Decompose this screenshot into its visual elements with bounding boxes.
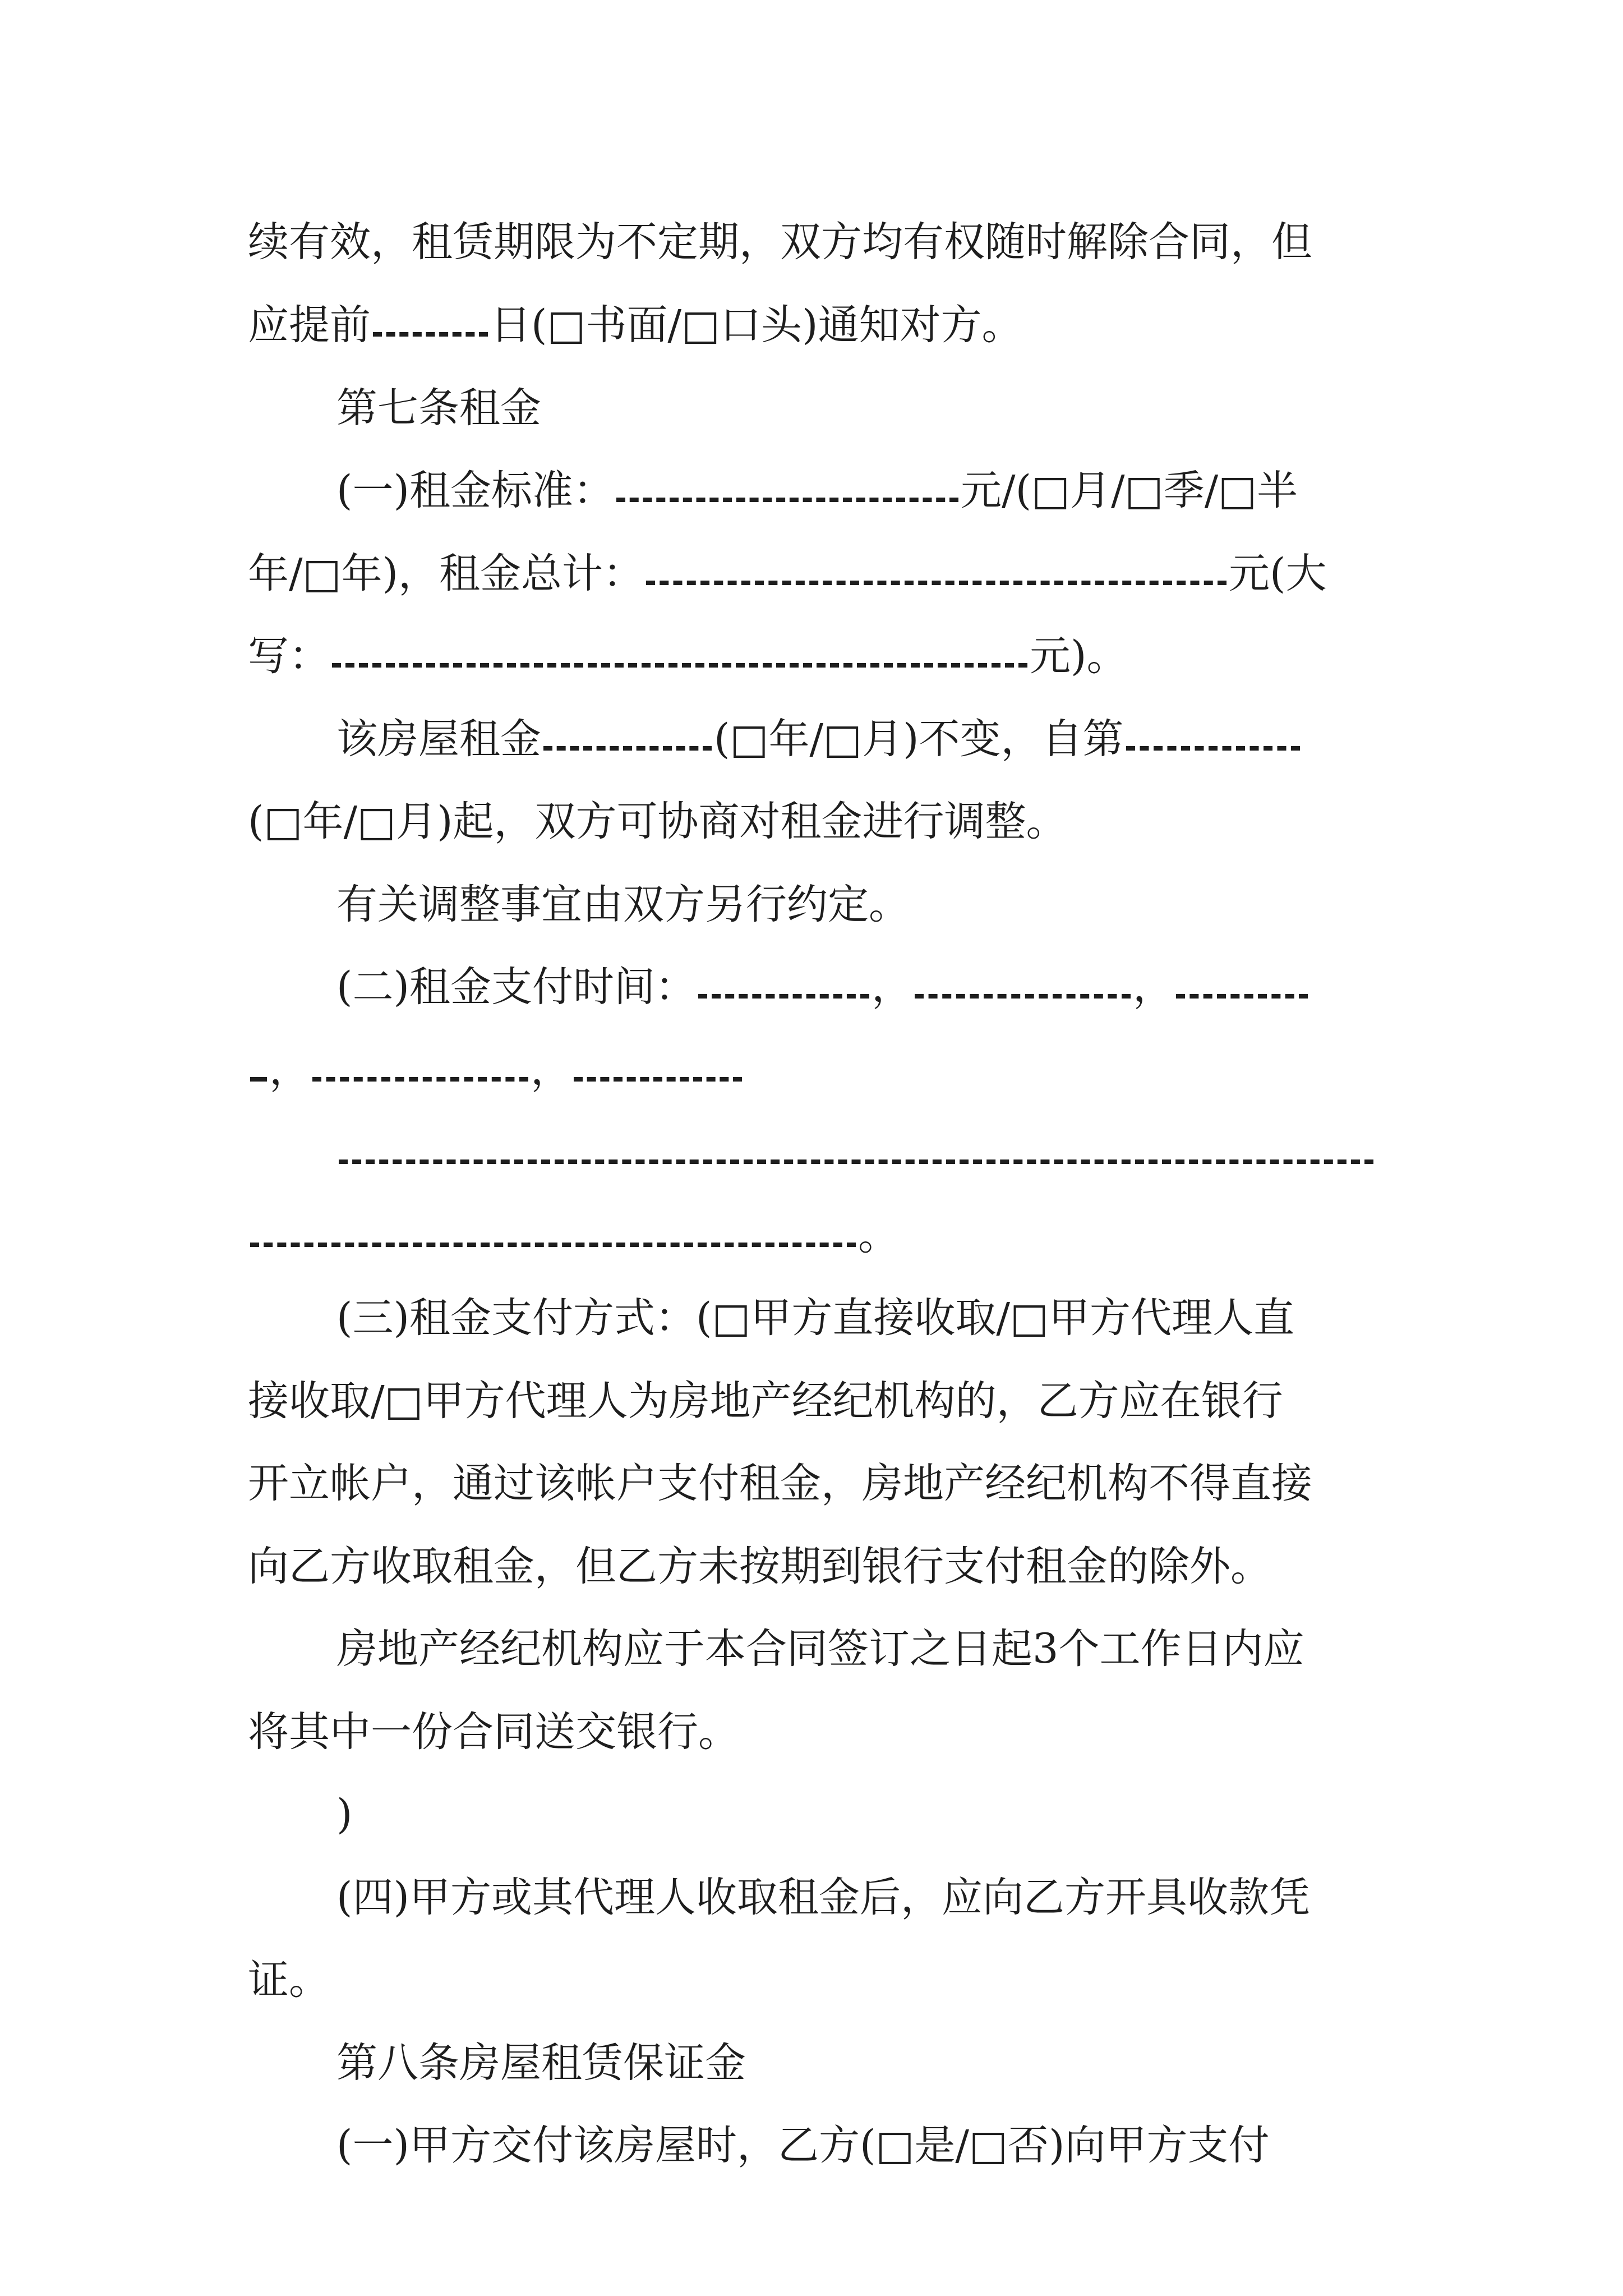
text-line — [248, 209, 1312, 276]
line-text: 年/□年)，租金总计： — [248, 550, 644, 597]
line-text: 证。 — [248, 1956, 330, 2004]
line-text: 元/(□月/□季/□半 — [960, 467, 1298, 514]
text-line — [248, 788, 1067, 855]
line-text: (二)租金支付时间： — [336, 963, 696, 1011]
text-line — [336, 1285, 1294, 1352]
fill-in-blank[interactable] — [1126, 746, 1300, 751]
line-text: 应提前 — [248, 301, 371, 349]
line-text: 有关调整事宜由双方另行约定。 — [336, 881, 910, 928]
fill-in-blank[interactable] — [332, 663, 1027, 668]
text-line — [336, 1616, 1304, 1683]
line-text: 元(大 — [1229, 550, 1327, 597]
line-text: 向乙方收取租金，但乙方未按期到银行支付租金的除外。 — [248, 1543, 1271, 1590]
text-line — [248, 1037, 744, 1104]
fill-in-blank[interactable] — [646, 581, 1227, 585]
blank-line — [336, 1119, 1376, 1186]
fill-in-blank[interactable] — [616, 498, 958, 502]
line-text: 该房屋租金 — [336, 715, 541, 763]
fill-in-blank[interactable] — [543, 746, 712, 751]
line-text: 续有效，租赁期限为不定期，双方均有权随时解除合同，但 — [248, 218, 1312, 266]
text-line — [248, 1368, 1283, 1435]
line-text: (四)甲方或其代理人收取租金后，应向乙方开具收款凭 — [336, 1874, 1310, 1921]
text-line — [248, 540, 1327, 608]
line-text: ) — [336, 1791, 353, 1838]
line-text: 接收取/□甲方代理人为房地产经纪机构的，乙方应在银行 — [248, 1377, 1283, 1425]
text-line — [248, 623, 1127, 690]
line-text: 。 — [858, 1212, 899, 1259]
line-text: 写： — [248, 632, 330, 680]
line-text: 日(□书面/□口头)通知对方。 — [490, 301, 1023, 349]
separator: ， — [269, 1046, 310, 1094]
text-line — [248, 1947, 330, 2014]
line-text: 开立帐户，通过该帐户支付租金，房地产经纪机构不得直接 — [248, 1460, 1312, 1507]
fill-in-blank[interactable] — [373, 332, 488, 337]
fill-in-blank[interactable] — [574, 1077, 742, 1082]
text-line — [336, 706, 1302, 773]
line-text: (一)租金标准： — [336, 467, 614, 514]
text-line — [248, 1202, 899, 1269]
separator: ， — [531, 1046, 571, 1094]
fill-in-blank[interactable] — [250, 1077, 267, 1082]
separator: ， — [871, 963, 912, 1011]
section-heading — [336, 2030, 746, 2097]
fill-in-blank[interactable] — [312, 1077, 528, 1082]
section-heading — [336, 375, 541, 442]
text-line — [336, 457, 1298, 524]
text-line — [336, 954, 1310, 1021]
separator: ， — [1132, 963, 1174, 1011]
text-line — [248, 1699, 739, 1766]
fill-in-blank[interactable] — [339, 1159, 1373, 1164]
line-text: (一)甲方交付该房屋时，乙方(□是/□否)向甲方支付 — [336, 2122, 1270, 2169]
text-line — [336, 2112, 1269, 2179]
line-text: 元)。 — [1030, 632, 1128, 680]
line-text: 房地产经纪机构应于本合同签订之日起3个工作日内应 — [336, 1625, 1304, 1673]
fill-in-blank[interactable] — [250, 1243, 856, 1247]
line-text: (□年/□月)起，双方可协商对租金进行调整。 — [248, 798, 1067, 845]
line-text: 将其中一份合同送交银行。 — [248, 1708, 739, 1756]
line-text: (□年/□月)不变，自第 — [714, 715, 1124, 763]
fill-in-blank[interactable] — [1176, 994, 1308, 999]
text-line — [336, 1781, 352, 1848]
text-line — [248, 292, 1023, 359]
text-line — [336, 1864, 1310, 1931]
fill-in-blank[interactable] — [698, 994, 869, 999]
heading-text: 第八条房屋租赁保证金 — [336, 2039, 746, 2087]
line-text: (三)租金支付方式：(□甲方直接收取/□甲方代理人直 — [336, 1294, 1294, 1342]
text-line — [248, 1533, 1271, 1600]
fill-in-blank[interactable] — [915, 994, 1131, 999]
heading-text: 第七条租金 — [336, 384, 541, 432]
text-line — [336, 871, 910, 938]
text-line — [248, 1450, 1312, 1517]
